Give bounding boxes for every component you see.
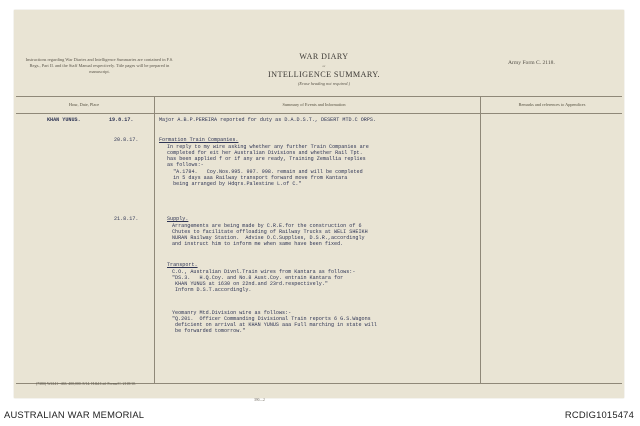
entry-heading: Transport. [167, 262, 198, 268]
entry-line: NURAN Railway Station. Advise O.C.Supplies, D.S.R.,accordingly [172, 235, 365, 241]
entry-line: Inform D.S.T.accordingly. [172, 287, 252, 293]
entry-line: in 5 days aaa Railway transport forward move from Kantara [167, 175, 348, 181]
title-or: or [322, 64, 326, 68]
entry-line: "DS.3. H.Q.Coy. and No.8 Aust.Coy. entrain Kantara for [172, 275, 344, 281]
instructions-note: Instructions regarding War Diaries and Intelligence Summaries are contained in F.S. Regs., Part II. and the Staff Manual respectively. Title pages will be prepared in manuscript. [25, 57, 174, 74]
entry-line: Arrangements are being made by C.R.E.for the construction of 6 [172, 223, 362, 229]
entry-heading: Supply. [167, 216, 189, 222]
column-header-hour-date-place: Hour, Date, Place [68, 102, 100, 107]
entry-line: C.O., Australian Divnl.Train wires from Kantara as follows:- [172, 269, 356, 275]
title-war-diary: WAR DIARY [299, 52, 349, 61]
watermark-record-id: RCDIG1015474 [564, 409, 634, 420]
entry-line: KHAN YUNUS at 1630 on 22nd.and 23rd.respectively." [172, 281, 328, 287]
entry-line: Yeomanry Mtd.Division wire as follows:- [172, 310, 292, 316]
army-form-number: Army Form C. 2118. [508, 60, 555, 66]
diary-page [14, 10, 624, 402]
entry-line: "Q.201. Officer Commanding Divisional Train reports 6 G.S.Wagons [172, 316, 371, 322]
title-erase-note: (Erase heading not required.) [297, 81, 351, 86]
column-header-remarks: Remarks and references to Appendices [518, 102, 586, 107]
entry-line: as follows:- [167, 162, 204, 168]
entry-place: KHAN YUNUS. [47, 117, 81, 123]
column-divider-right [480, 96, 481, 383]
header-bottom-rule [16, 113, 622, 114]
entry-heading: Formation Train Companies. [159, 137, 239, 143]
table-top-rule [16, 96, 622, 97]
entry-line: be forwarded tomorrow." [172, 328, 246, 334]
entry-line: Chutes to facilitate offloading of Railway Trucks at WELI SHEIKH [172, 229, 368, 235]
entry-date: 19.8.17. [109, 117, 134, 123]
entry-line: In reply to my wire asking whether any further Train Companies are [167, 144, 369, 150]
entry-text: Major A.B.P.PEREIRA reported for duty as D.A.D.S.T., DESERT MTD.C ORPS. [159, 117, 377, 123]
watermark-institution: AUSTRALIAN WAR MEMORIAL [4, 409, 145, 420]
column-header-summary: Summary of Events and Information [282, 102, 346, 107]
entry-date: 21.8.17. [114, 216, 139, 222]
entry-date: 20.8.17. [114, 137, 139, 143]
entry-line: has been applied f or if any are ready, Training Zemallia replies [167, 156, 366, 162]
entry-line: being arranged by Hdqrs.Palestine L.of C." [167, 181, 302, 187]
printer-imprint: (7380) W4141--463. 400,000. 8/14. H.&J.Ltd. Forms/C. 2118/10. [36, 382, 136, 386]
entry-line: "A.1784. Coy.Nos.995. 997. 998. remain and will be completed [167, 169, 363, 175]
column-divider-left [154, 96, 155, 383]
entry-line: and instruct him to inform me when same have been fixed. [172, 241, 344, 247]
entry-line: completed for eit her Australian Divisions and whether Rail Tpt. [167, 150, 363, 156]
title-intelligence-summary: INTELLIGENCE SUMMARY. [268, 70, 380, 79]
entry-line: deficient on arrival at KHAN YUNUS aaa Full marching in state will [172, 322, 377, 328]
page-mark: 390—2 [254, 398, 265, 402]
